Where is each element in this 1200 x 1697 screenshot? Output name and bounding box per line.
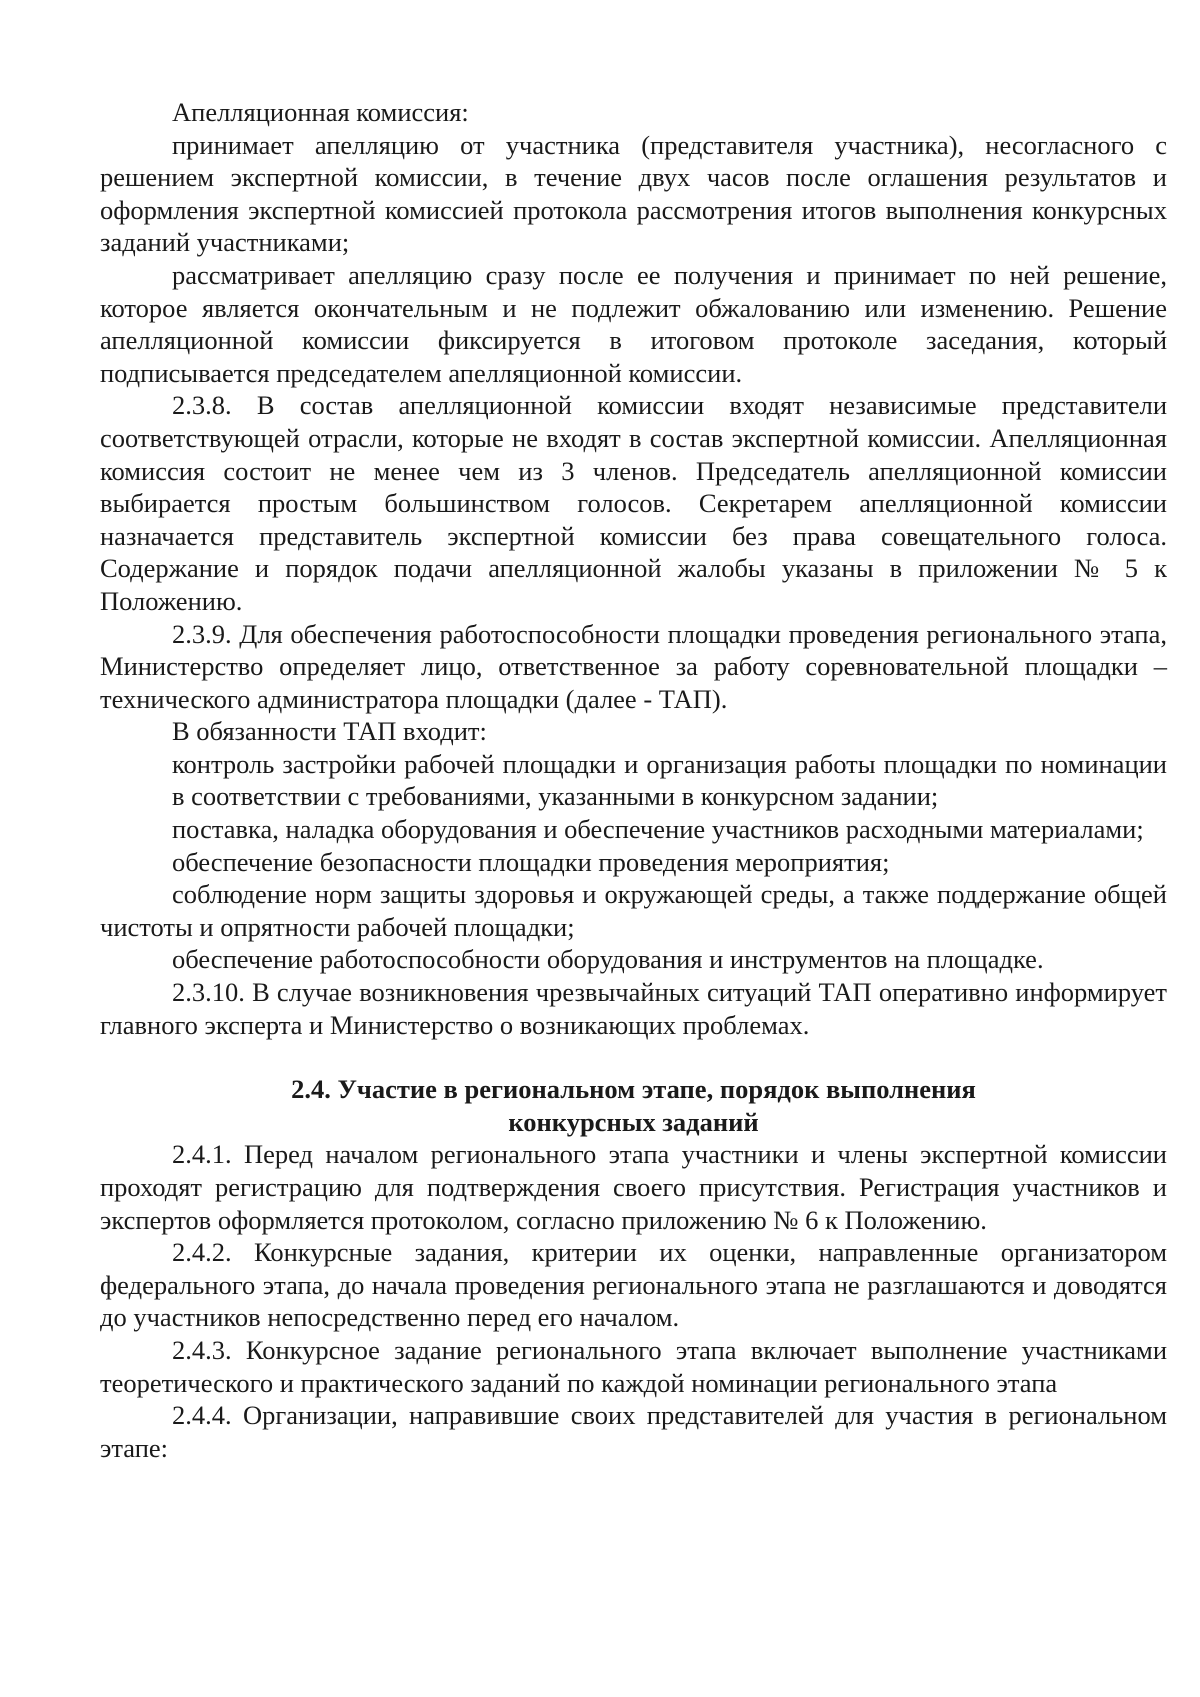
paragraph: поставка, наладка оборудования и обеспечение участников расходными материалами; <box>172 814 1144 845</box>
paragraph: 2.4.1. Перед началом регионального этапа участники и члены экспертной комиссии проходят регистрацию для подтверждения своего присутствия. Регистрация участников и экспертов оформляется протоколом, согласно приложению № 6 к Положению. <box>100 1139 1167 1235</box>
paragraph: 2.4.3. Конкурсное задание регионального этапа включает выполнение участниками теоретического и практического заданий по каждой номинации регионального этапа <box>100 1334 1167 1398</box>
paragraph: 2.3.10. В случае возникновения чрезвычайных ситуаций ТАП оперативно информирует главного эксперта и Министерство о возникающих проблемах. <box>100 977 1167 1040</box>
paragraph: рассматривает апелляцию сразу после ее получения и принимает по ней решение, которое является окончательным и не подлежит обжалованию или изменению. Решение апелляционной комиссии фиксируется в итоговом протоколе заседания, который подписывается председателем апелляционной комиссии. <box>100 259 1167 388</box>
paragraph: 2.4.4. Организации, направившие своих представителей для участия в региональном этапе: <box>100 1400 1167 1463</box>
paragraph: 2.4.2. Конкурсные задания, критерии их оценки, направленные организатором федерального этапа, до начала проведения регионального этапа не разглашаются и доводятся до участников непосредственно перед его началом. <box>100 1237 1167 1333</box>
paragraph: принимает апелляцию от участника (представителя участника), несогласного с решением экспертной комиссии, в течение двух часов после оглашения результатов и оформления экспертной комиссией протокола рассмотрения итогов выполнения конкурсных заданий участниками; <box>100 129 1167 258</box>
paragraph: соблюдение норм защиты здоровья и окружающей среды, а также поддержание общей чистоты и опрятности рабочей площадки; <box>100 879 1167 942</box>
section-heading <box>100 1073 1167 1138</box>
paragraph: обеспечение безопасности площадки проведения мероприятия; <box>172 846 890 877</box>
paragraph: В обязанности ТАП входит: <box>172 716 487 747</box>
paragraph: 2.3.8. В состав апелляционной комиссии входят независимые представители соответствующей отрасли, которые не входят в состав экспертной комиссии. Апелляционная комиссия состоит не менее чем из 3 членов. Председатель апелляционной комиссии выбирается простым большинством голосов. Секретарем апелляционной комиссии назначается представитель экспертной комиссии без права совещательного голоса. Содержание и порядок подачи апелляционной жалобы указаны в приложении № 5 к Положению. <box>100 390 1167 616</box>
paragraph: 2.3.9. Для обеспечения работоспособности площадки проведения регионального этапа, Министерство определяет лицо, ответственное за работу соревновательной площадки – технического администратора площадки (далее - ТАП). <box>100 618 1167 714</box>
paragraph: обеспечение работоспособности оборудования и инструментов на площадке. <box>172 944 1044 975</box>
paragraph: контроль застройки рабочей площадки и организация работы площадки по номинации в соответствии с требованиями, указанными в конкурсном задании; <box>172 748 1167 812</box>
document-page <box>100 96 1167 1464</box>
paragraph: Апелляционная комиссия: <box>172 97 469 127</box>
section-heading-line-1: 2.4. Участие в региональном этапе, порядок выполнения <box>291 1074 976 1105</box>
section-heading-line-2: конкурсных заданий <box>508 1106 759 1137</box>
